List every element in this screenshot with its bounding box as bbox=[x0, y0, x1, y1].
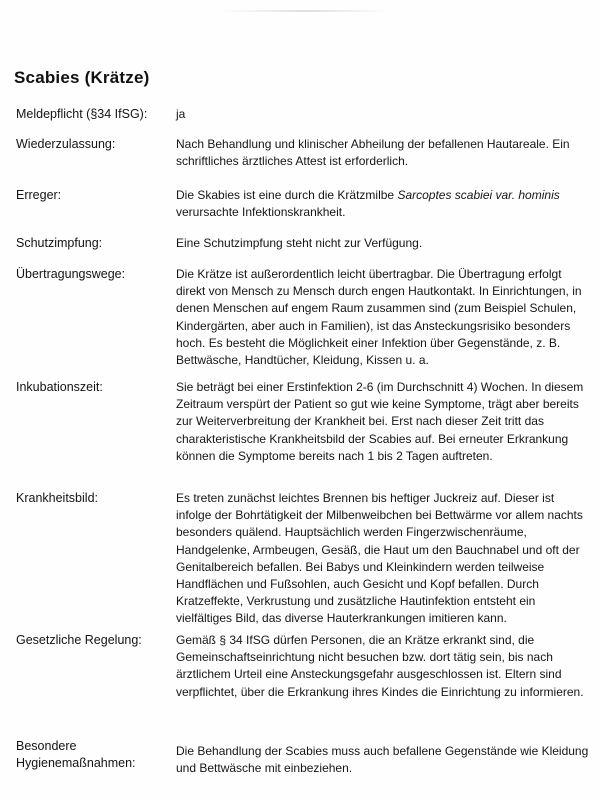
entry-content: Die Krätze ist außerordentlich leicht übertragbar. Die Übertragung erfolgt direkt von Mensch zu Mensch durch engen Hautkontakt. In Einrichtungen, in denen Menschen auf engem Raum zusammen sind (zum Beispiel Schulen, Kindergärten, aber auch in Familien), ist das Ansteckungsrisiko besonders hoch. Es besteht die Möglichkeit einer Infektion über Gegenstände, z. B. Bettwäsche, Handtücher, Kleidung, Kissen u. a. bbox=[176, 267, 582, 368]
scan-artifact bbox=[220, 10, 390, 12]
entry-content: Sie beträgt bei einer Erstinfektion 2-6 (im Durchschnitt 4) Wochen. In diesem Zeitraum verspürt der Patient so gut wie keine Symptome, trägt aber bereits zur Weiterverbreitung der Krankheit bei. Erst nach dieser Zeit tritt das charakteristische Krankheitsbild der Scabies auf. Bei erneuter Erkrankung können die Symptome bereits nach 1 bis 2 Tagen auftreten. bbox=[176, 380, 584, 463]
entry-label: Besondere Hygienemaßnahmen: bbox=[16, 739, 136, 770]
document-title: Scabies (Krätze) bbox=[14, 68, 150, 87]
entry-content: Gemäß § 34 IfSG dürfen Personen, die an Krätze erkrankt sind, die Gemeinschaftseinrichtung nicht besuchen bzw. dort tätig sein, bis nach ärztlichem Urteil eine Ansteckungsgefahr ausgeschlossen ist. Eltern sind verpflichtet, über die Erkrankung ihres Kindes die Einrichtung zu informieren. bbox=[176, 633, 584, 699]
entry-label: Krankheitsbild: bbox=[16, 491, 98, 505]
entry-label: Wiederzulassung: bbox=[16, 137, 116, 151]
entry-label: Gesetzliche Regelung: bbox=[16, 633, 142, 647]
entry-text-italic: Sarcoptes scabiei var. hominis bbox=[397, 188, 560, 202]
entry-content: ja bbox=[176, 107, 186, 121]
entry-label: Erreger: bbox=[16, 188, 62, 202]
entry-label: Inkubationszeit: bbox=[16, 380, 103, 394]
entry-content bbox=[176, 187, 592, 221]
entry-label: Schutzimpfung: bbox=[16, 236, 103, 250]
entry-text-after: verursachte Infektionskrankheit. bbox=[176, 205, 346, 220]
entry-content: Es treten zunächst leichtes Brennen bis heftiger Juckreiz auf. Dieser ist infolge der Bohrtätigkeit der Milbenweibchen bei Bettwärme vor allem nachts besonders quälend. Hauptsächlich werden Fingerzwischenräume, Handgelenke, Armbeugen, Gesäß, die Haut um den Bauchnabel und oft der Genitalbereich befallen. Bei Babys und Kleinkindern werden teilweise Handflächen und Fußsohlen, auch Gesicht und Kopf befallen. Durch Kratzeffekte, Verkrustung und zusätzliche Hautinfektion entsteht ein vielfältiges Bild, das diverse Hauterkrankungen imitieren kann. bbox=[176, 491, 583, 626]
entry-label: Übertragungswege: bbox=[16, 267, 126, 281]
entry-content: Eine Schutzimpfung steht nicht zur Verfügung. bbox=[176, 236, 423, 250]
entry-text-before: Die Skabies ist eine durch die Krätzmilbe bbox=[176, 188, 398, 202]
entry-label: Meldepflicht (§34 IfSG): bbox=[16, 107, 148, 121]
entry-content: Nach Behandlung und klinischer Abheilung der befallenen Hautareale. Ein schriftliches ärztliches Attest ist erforderlich. bbox=[176, 137, 570, 169]
entry-content: Die Behandlung der Scabies muss auch befallene Gegenstände wie Kleidung und Bettwäsche mit einbeziehen. bbox=[176, 744, 589, 776]
